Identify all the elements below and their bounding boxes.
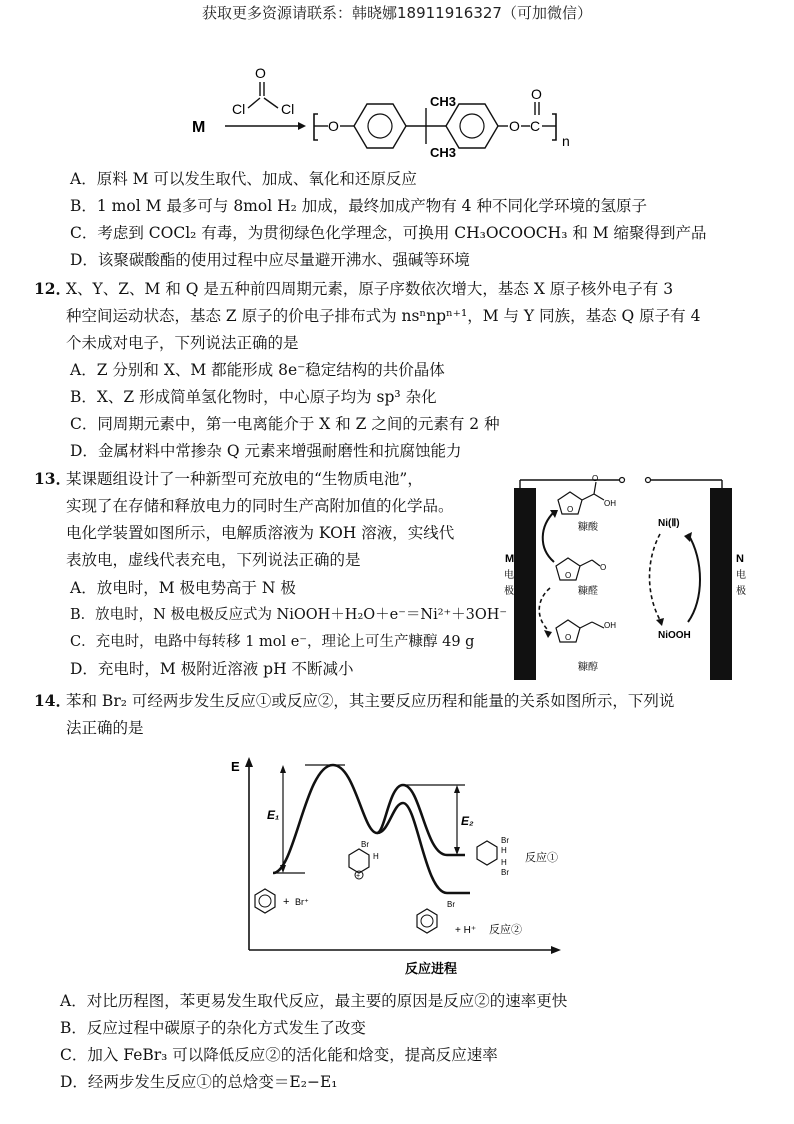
carbonyl-o: O	[531, 86, 542, 102]
q13-number: 13．	[34, 469, 72, 488]
q14-option-a: A．对比历程图，苯更易发生取代反应，最主要的原因是反应②的速率更快	[60, 992, 568, 1010]
aldehyde-name: 糠醛	[578, 586, 598, 597]
e2-label: E₂	[461, 814, 474, 828]
carbonyl-c: C	[530, 118, 541, 134]
q11-option-c: C．考虑到 COCl₂ 有毒，为贯彻绿色化学理念，可换用 CH₃OCOOCH₃ 和 M 缩聚得到产品	[70, 224, 707, 242]
acid-name: 糠酸	[578, 522, 598, 533]
methyl-bottom: CH3	[430, 145, 457, 160]
q14-number: 14．	[34, 691, 72, 710]
phosgene-cl-right: Cl	[281, 101, 295, 117]
niooh-label: NiOOH	[658, 630, 691, 641]
inter-br: Br	[361, 840, 369, 849]
acid-carbonyl-o: O	[592, 474, 599, 483]
q13-stem-line1: 某课题组设计了一种新型可充放电的“生物质电池”，	[66, 470, 423, 488]
alcohol-oh: OH	[604, 621, 616, 630]
q12-stem-line1: X、Y、Z、M 和 Q 是五种前四周期元素，原子序数依次增大，基态 X 原子核外电子有 3	[66, 280, 674, 298]
m-label-1: M	[505, 553, 515, 565]
polymer-n: n	[562, 133, 570, 149]
q12-stem-line3: 个未成对电子，下列说法正确的是	[66, 334, 299, 352]
reaction2-label: 反应②	[489, 924, 522, 936]
q13-option-a: A．放电时，M 极电势高于 N 极	[70, 579, 296, 597]
n-electrode	[710, 488, 732, 680]
n-label-3: 极	[736, 586, 746, 597]
q12-number: 12．	[34, 279, 72, 298]
q12-option-a: A．Z 分别和 X、M 都能形成 8e⁻稳定结构的共价晶体	[70, 361, 445, 379]
m-label-3: 极	[504, 586, 514, 597]
q13-option-d: D．充电时，M 极附近溶液 pH 不断减小	[70, 660, 354, 678]
ether-o-right: O	[509, 118, 520, 134]
phosgene-cl-left: Cl	[232, 101, 246, 117]
n-label-2: 电	[736, 570, 746, 581]
q13-option-b: B．放电时，N 极电极反应式为 NiOOH＋H₂O＋e⁻＝Ni²⁺＋3OH⁻	[70, 607, 508, 623]
biomass-battery-diagram	[500, 470, 762, 685]
curve-shared	[273, 765, 403, 873]
q11-option-d: D．该聚碳酸酯的使用过程中应尽量避开沸水、强碱等环境	[70, 251, 470, 269]
methyl-top: CH3	[430, 94, 457, 109]
m-electrode	[514, 488, 536, 680]
q13-stem-line3: 电化学装置如图所示，电解质溶液为 KOH 溶液，实线代	[66, 524, 455, 542]
alcohol-ring-o: O	[565, 633, 572, 642]
p1-br-bottom: Br	[501, 868, 509, 877]
polycarbonate-reaction-scheme	[180, 62, 620, 172]
inter-charge: +	[356, 873, 361, 880]
m-label-2: 电	[504, 570, 514, 581]
phosgene-o: O	[255, 65, 266, 81]
q12-option-c: C．同周期元素中，第一电离能介于 X 和 Z 之间的元素有 2 种	[70, 415, 500, 433]
q12-option-d: D．金属材料中常掺杂 Q 元素来增强耐磨性和抗腐蚀能力	[70, 442, 462, 460]
inter-h: H	[373, 852, 379, 861]
reactant-br: Br⁺	[295, 897, 309, 907]
curve-reaction1	[403, 785, 465, 855]
p1-h-bottom: H	[501, 858, 507, 867]
q12-stem-line2: 种空间运动状态，基态 Z 原子的价电子排布式为 nsⁿnpⁿ⁺¹，M 与 Y 同族，基态 Q 原子有 4	[66, 307, 701, 325]
p1-h-top: H	[501, 846, 507, 855]
q14-option-d: D．经两步发生反应①的总焓变＝E₂−E₁	[60, 1073, 338, 1091]
acid-ring-o: O	[567, 505, 574, 514]
q11-option-b: B．1 mol M 最多可与 8mol H₂ 加成，最终加成产物有 4 种不同化学环境的氢原子	[70, 197, 647, 215]
y-axis-label: E	[231, 759, 240, 774]
p1-br-top: Br	[501, 836, 509, 845]
page-header: 获取更多资源请联系：韩晓娜18911916327（可加微信）	[202, 4, 592, 22]
q11-option-a: A．原料 M 可以发生取代、加成、氧化和还原反应	[70, 170, 417, 188]
aldehyde-ring-o: O	[565, 571, 572, 580]
e1-label: E₁	[267, 808, 280, 822]
q13-stem-line2: 实现了在存储和释放电力的同时生产高附加值的化学品。	[66, 497, 454, 515]
x-axis-label: 反应进程	[405, 961, 458, 976]
p2-br: Br	[447, 900, 455, 909]
n-label-1: N	[736, 553, 744, 565]
q14-stem-line1: 苯和 Br₂ 可经两步发生反应①或反应②，其主要反应历程和能量的关系如图所示，下列说	[66, 692, 675, 710]
ether-o-left: O	[328, 118, 339, 134]
acid-oh: OH	[604, 499, 616, 508]
ni2-label: Ni(Ⅱ)	[658, 518, 680, 529]
q13-option-c: C．充电时，电路中每转移 1 mol e⁻，理论上可生产糠醇 49 g	[70, 634, 475, 650]
q13-stem-line4: 表放电，虚线代表充电，下列说法正确的是	[66, 551, 361, 569]
q14-option-c: C．加入 FeBr₃ 可以降低反应②的活化能和焓变，提高反应速率	[60, 1046, 498, 1064]
alcohol-name: 糠醇	[578, 662, 598, 673]
reaction1-label: 反应①	[525, 852, 558, 864]
aldehyde-o: O	[600, 563, 607, 572]
q14-option-b: B．反应过程中碳原子的杂化方式发生了改变	[60, 1019, 366, 1037]
q14-stem-line2: 法正确的是	[66, 719, 144, 737]
p2-hplus: + H⁺	[455, 925, 477, 936]
reactant-m: M	[192, 119, 206, 136]
reactant-plus: +	[283, 896, 290, 908]
energy-profile-diagram	[225, 755, 565, 980]
q12-option-b: B．X、Z 形成简单氢化物时，中心原子均为 sp³ 杂化	[70, 388, 437, 406]
